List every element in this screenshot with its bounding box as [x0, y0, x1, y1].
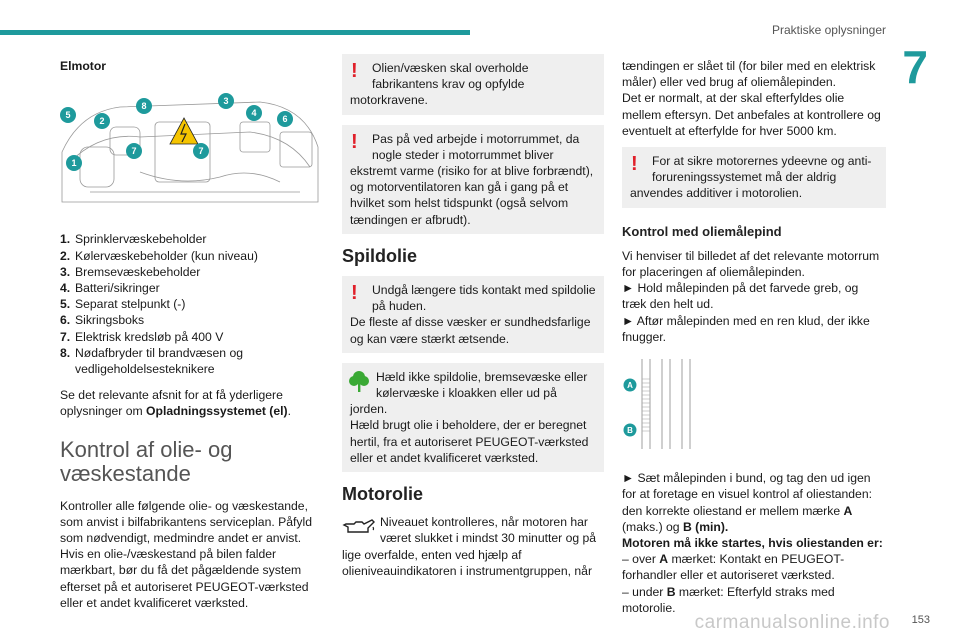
- paragraph-dipstick-location: Vi henviser til billedet af det relevante motorrum for placeringen af oliemålepinden.: [622, 248, 880, 280]
- dipstick-mark-b: B: [627, 426, 633, 436]
- watermark: carmanualsonline.info: [694, 612, 890, 633]
- environment-box-disposal: Hæld ikke spildolie, bremsevæske eller kølervæske i kloakken eller ud på jorden. Hæld brugt olie i beholdere, der er beregnet hertil, fra et autoriseret PEUGEOT-værksted eller et andet kvalificeret værksted.: [342, 363, 604, 472]
- do-not-start-warning: Motoren må ikke startes, hvis oliestanden er:: [622, 536, 883, 551]
- legend-item: 5. Separat stelpunkt (-): [60, 297, 186, 312]
- legend-item: 4. Batteri/sikringer: [60, 281, 160, 296]
- legend-item: 3. Bremsevæskebeholder: [60, 264, 201, 279]
- step-hold-dipstick: ► Hold målepinden på det farvede greb, og træk den helt ud.: [622, 281, 859, 312]
- motorolie-paragraph: Niveauet kontrolleres, når motoren har været slukket i mindst 30 minutter og på: [342, 514, 604, 546]
- header-accent-bar: [0, 30, 470, 35]
- page-number: 153: [911, 614, 930, 626]
- warning-box-skin-contact: ! Undgå længere tids kontakt med spildolie på huden. De fleste af disse væsker er sundhedsfarlige og kan være stærkt ætsende.: [342, 276, 604, 353]
- dipstick-mark-a: A: [627, 381, 633, 391]
- warning-icon: !: [351, 60, 358, 82]
- figure-legend: [60, 231, 320, 377]
- step-wipe-dipstick: ► Aftør målepinden med en ren klud, der ikke fnugger.: [622, 313, 870, 344]
- callout-2: 2: [99, 116, 105, 127]
- legend-item: 6. Sikringsboks: [60, 313, 145, 328]
- warning-icon: !: [351, 130, 358, 153]
- legend-item: 1. Sprinklervæskebeholder: [60, 232, 207, 247]
- paragraph-dipstick-intro: tændingen er slået til (for biler med en elektrisk måler) eller ved brug af oliemålepinden.: [622, 59, 876, 90]
- callout-7a: 7: [131, 146, 137, 157]
- warning-box-engine-heat: ! Pas på ved arbejde i motorrummet, da nogle steder i motorrummet bliver ekstremt varme (risiko for at blive forbrændt), og motorventilatoren kan gå i gang på et hvilket som helst tidspunkt (også selvom tændingen er afbrudt).: [342, 125, 604, 234]
- legend-item: 8. Nødafbryder til brandvæsen og vedligeholdelsesteknikere: [60, 345, 244, 377]
- section-title-motorolie: Motorolie: [342, 484, 423, 505]
- warning-box-additives: ! For at sikre motorernes ydeevne og anti-forureningssystemet må der aldrig anvendes additiver i motorolien.: [622, 147, 886, 208]
- reference-link-text: Opladningssystemet (el): [146, 404, 288, 419]
- callout-3: 3: [223, 96, 229, 107]
- page-header-title: Praktiske oplysninger: [771, 23, 886, 37]
- oil-can-icon: [342, 516, 376, 536]
- callout-6: 6: [282, 114, 288, 125]
- callout-4: 4: [251, 108, 257, 119]
- reference-paragraph: Se det relevante afsnit for at få yderligere oplysninger om Opladningssystemet (el).: [60, 388, 291, 419]
- warning-box-fluid-spec: ! Olien/væsken skal overholde fabrikantens krav og opfylde motorkravene.: [342, 54, 604, 115]
- legend-item: 2. Kølervæskebeholder (kun niveau): [60, 248, 258, 263]
- section-title-kontrol-maalepind: Kontrol med oliemålepind: [622, 223, 782, 239]
- column-3: [622, 58, 886, 616]
- step-read-level: ► Sæt målepinden i bund, og tag den ud igen for at foretage en visuel kontrol af oliestanden: den korrekte oliestand er mellem mærke A (maks.) og B (min).: [622, 471, 872, 534]
- column-2: [342, 54, 604, 579]
- section-body-kontrol: Kontroller alle følgende olie- og væskestande, som anvist i bilfabrikantens serviceplan. Påfyld som nødvendigt, medmindre andet er anvist. Hvis en olie-/væskestand på bilen falder mærkbart, bør du få det pågældende system efterset på et autoriseret PEUGEOT-værksted eller et andet kvalificeret værksted.: [60, 498, 312, 610]
- dipstick-figure: [622, 357, 702, 452]
- warning-icon: !: [631, 153, 638, 176]
- engine-bay-figure: [60, 92, 322, 207]
- callout-5: 5: [65, 110, 71, 121]
- callout-1: 1: [71, 158, 77, 169]
- paragraph-refill-interval: Det er normalt, at der skal efterfyldes olie mellem eftersyn. Det anbefales at kontrollere og eventuelt at efterfylde for hver 5000 km.: [622, 91, 881, 138]
- callout-8: 8: [141, 101, 147, 112]
- section-heading-elmotor: Elmotor: [60, 59, 107, 73]
- legend-item: 7. Elektrisk kredsløb på 400 V: [60, 329, 224, 344]
- chapter-number: 7: [902, 41, 928, 93]
- column-1: [60, 58, 320, 611]
- tree-icon: [348, 369, 370, 393]
- warning-icon: !: [351, 282, 358, 305]
- callout-7b: 7: [198, 146, 204, 157]
- section-title-kontrol: Kontrol af olie- og væskestande: [60, 436, 233, 486]
- level-over-a: – over A mærket: Kontakt en PEUGEOT-forhandler eller et autoriseret værksted.: [622, 552, 845, 583]
- motorolie-paragraph-cont: lige overfalde, enten ved hjælp af olieniveauindikatoren i instrumentgruppen, når: [342, 547, 592, 578]
- section-title-spildolie: Spildolie: [342, 245, 418, 266]
- level-under-b: – under B mærket: Efterfyld straks med motorolie.: [622, 584, 835, 615]
